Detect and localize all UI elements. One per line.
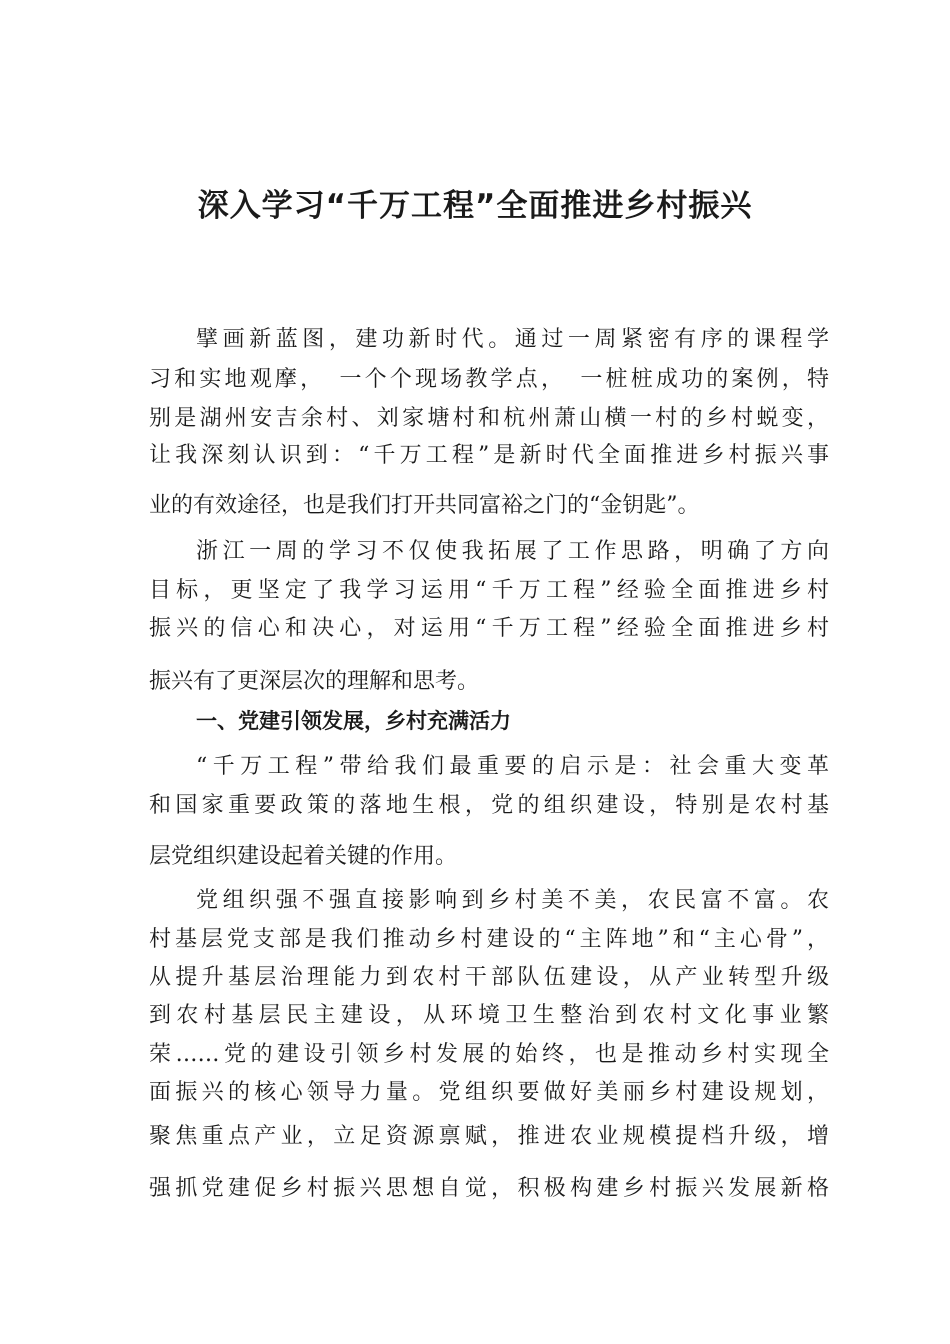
paragraph-1-line-1: 擘画新蓝图，建功新时代。通过一周紧密有序的课程学 [196,327,829,352]
paragraph-4-line-1: 党组织强不强直接影响到乡村美不美，农民富不富。农 [196,888,829,913]
paragraph-2-line-3: 振兴的信心和决心，对运用“千万工程”经验全面推进乡村 [149,616,829,641]
paragraph-4-line-8: 强抓党建促乡村振兴思想自觉，积极构建乡村振兴发展新格 [149,1176,829,1201]
paragraph-3-line-2: 和国家重要政策的落地生根，党的组织建设，特别是农村基 [149,793,829,818]
paragraph-4-line-4: 到农村基层民主建设，从环境卫生整治到农村文化事业繁 [149,1003,829,1028]
section-heading-1: 一、党建引领发展，乡村充满活力 [196,709,511,733]
paragraph-4-line-7: 聚焦重点产业，立足资源禀赋，推进农业规模提档升级，增 [149,1124,829,1149]
paragraph-4-line-6: 面振兴的核心领导力量。党组织要做好美丽乡村建设规划， [149,1080,829,1105]
paragraph-1-line-2: 习和实地观摩， 一个个现场教学点， 一桩桩成功的案例，特 [149,367,829,392]
paragraph-3-line-3: 层党组织建设起着关键的作用。 [149,844,458,869]
paragraph-4-line-5: 荣……党的建设引领乡村发展的始终，也是推动乡村实现全 [149,1042,829,1067]
paragraph-1-line-4: 让我深刻认识到：“千万工程”是新时代全面推进乡村振兴事 [149,443,829,468]
paragraph-4-line-3: 从提升基层治理能力到农村干部队伍建设，从产业转型升级 [149,965,829,990]
paragraph-2-line-2: 目标，更坚定了我学习运用“千万工程”经验全面推进乡村 [149,578,829,603]
paragraph-1-line-3: 别是湖州安吉余村、刘家塘村和杭州萧山横一村的乡村蜕变， [149,406,829,431]
paragraph-1-line-5: 业的有效途径，也是我们打开共同富裕之门的“金钥匙”。 [149,493,700,518]
paragraph-3-line-1: “千万工程”带给我们最重要的启示是：社会重大变革 [196,754,829,779]
paragraph-2-line-1: 浙江一周的学习不仅使我拓展了工作思路，明确了方向 [196,539,829,564]
paragraph-4-line-2: 村基层党支部是我们推动乡村建设的“主阵地”和“主心骨”， [149,927,829,952]
paragraph-2-line-4: 振兴有了更深层次的理解和思考。 [149,669,480,694]
document-title: 深入学习“千万工程”全面推进乡村振兴 [197,188,753,224]
